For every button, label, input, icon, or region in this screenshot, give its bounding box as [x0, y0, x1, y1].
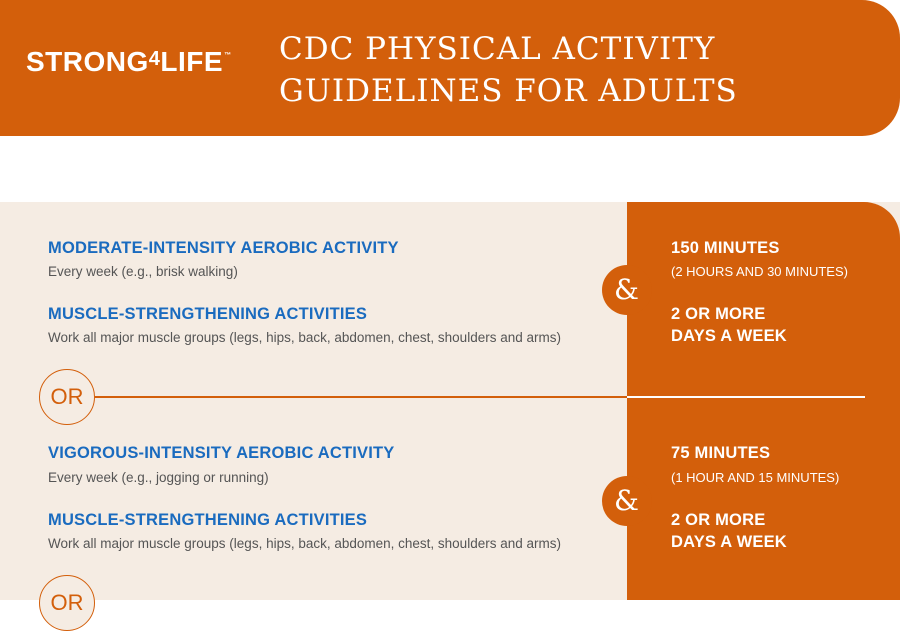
strong4life-logo: [26, 46, 232, 78]
title-line-2: GUIDELINES FOR ADULTS: [279, 73, 738, 109]
option1-amount: 150 MINUTES: [671, 239, 780, 257]
logo-text-four: 4: [148, 48, 161, 70]
logo-text-strong: STRONG: [26, 46, 149, 77]
option1-amount-detail: (2 HOURS AND 30 MINUTES): [671, 264, 848, 279]
title-line-1: CDC PHYSICAL ACTIVITY: [279, 31, 716, 67]
option2-ampersand-icon: &: [602, 476, 652, 526]
logo-text-life: LIFE: [160, 46, 224, 77]
option1-muscle-title: MUSCLE-STRENGTHENING ACTIVITIES: [48, 305, 368, 323]
or-separator-2: OR: [39, 575, 95, 631]
option2-aerobic-desc: Every week (e.g., jogging or running): [48, 470, 269, 485]
option2-amount: 75 MINUTES: [671, 444, 771, 462]
option2-frequency-line1: 2 OR MORE: [671, 511, 766, 529]
logo-trademark: ™: [224, 52, 232, 59]
option1-muscle-desc: Work all major muscle groups (legs, hips, back, abdomen, chest, shoulders and arms): [48, 330, 561, 345]
or-separator: OR: [39, 369, 95, 425]
option1-frequency-line2: DAYS A WEEK: [671, 327, 787, 345]
option1-aerobic-title: MODERATE-INTENSITY AEROBIC ACTIVITY: [48, 239, 399, 257]
option2-muscle-desc: Work all major muscle groups (legs, hips, back, abdomen, chest, shoulders and arms): [48, 536, 561, 551]
option1-frequency-line1: 2 OR MORE: [671, 305, 766, 323]
option2-muscle-title: MUSCLE-STRENGTHENING ACTIVITIES: [48, 511, 368, 529]
or-divider-line: [95, 396, 865, 398]
page-title: [279, 28, 738, 112]
option2-amount-detail: (1 HOUR AND 15 MINUTES): [671, 470, 840, 485]
option2-frequency-line2: DAYS A WEEK: [671, 533, 787, 551]
option1-aerobic-desc: Every week (e.g., brisk walking): [48, 264, 238, 279]
header-corner: [824, 0, 900, 76]
option1-ampersand-icon: &: [602, 265, 652, 315]
or-divider-line-right: [627, 396, 865, 398]
option2-aerobic-title: VIGOROUS-INTENSITY AEROBIC ACTIVITY: [48, 444, 395, 462]
